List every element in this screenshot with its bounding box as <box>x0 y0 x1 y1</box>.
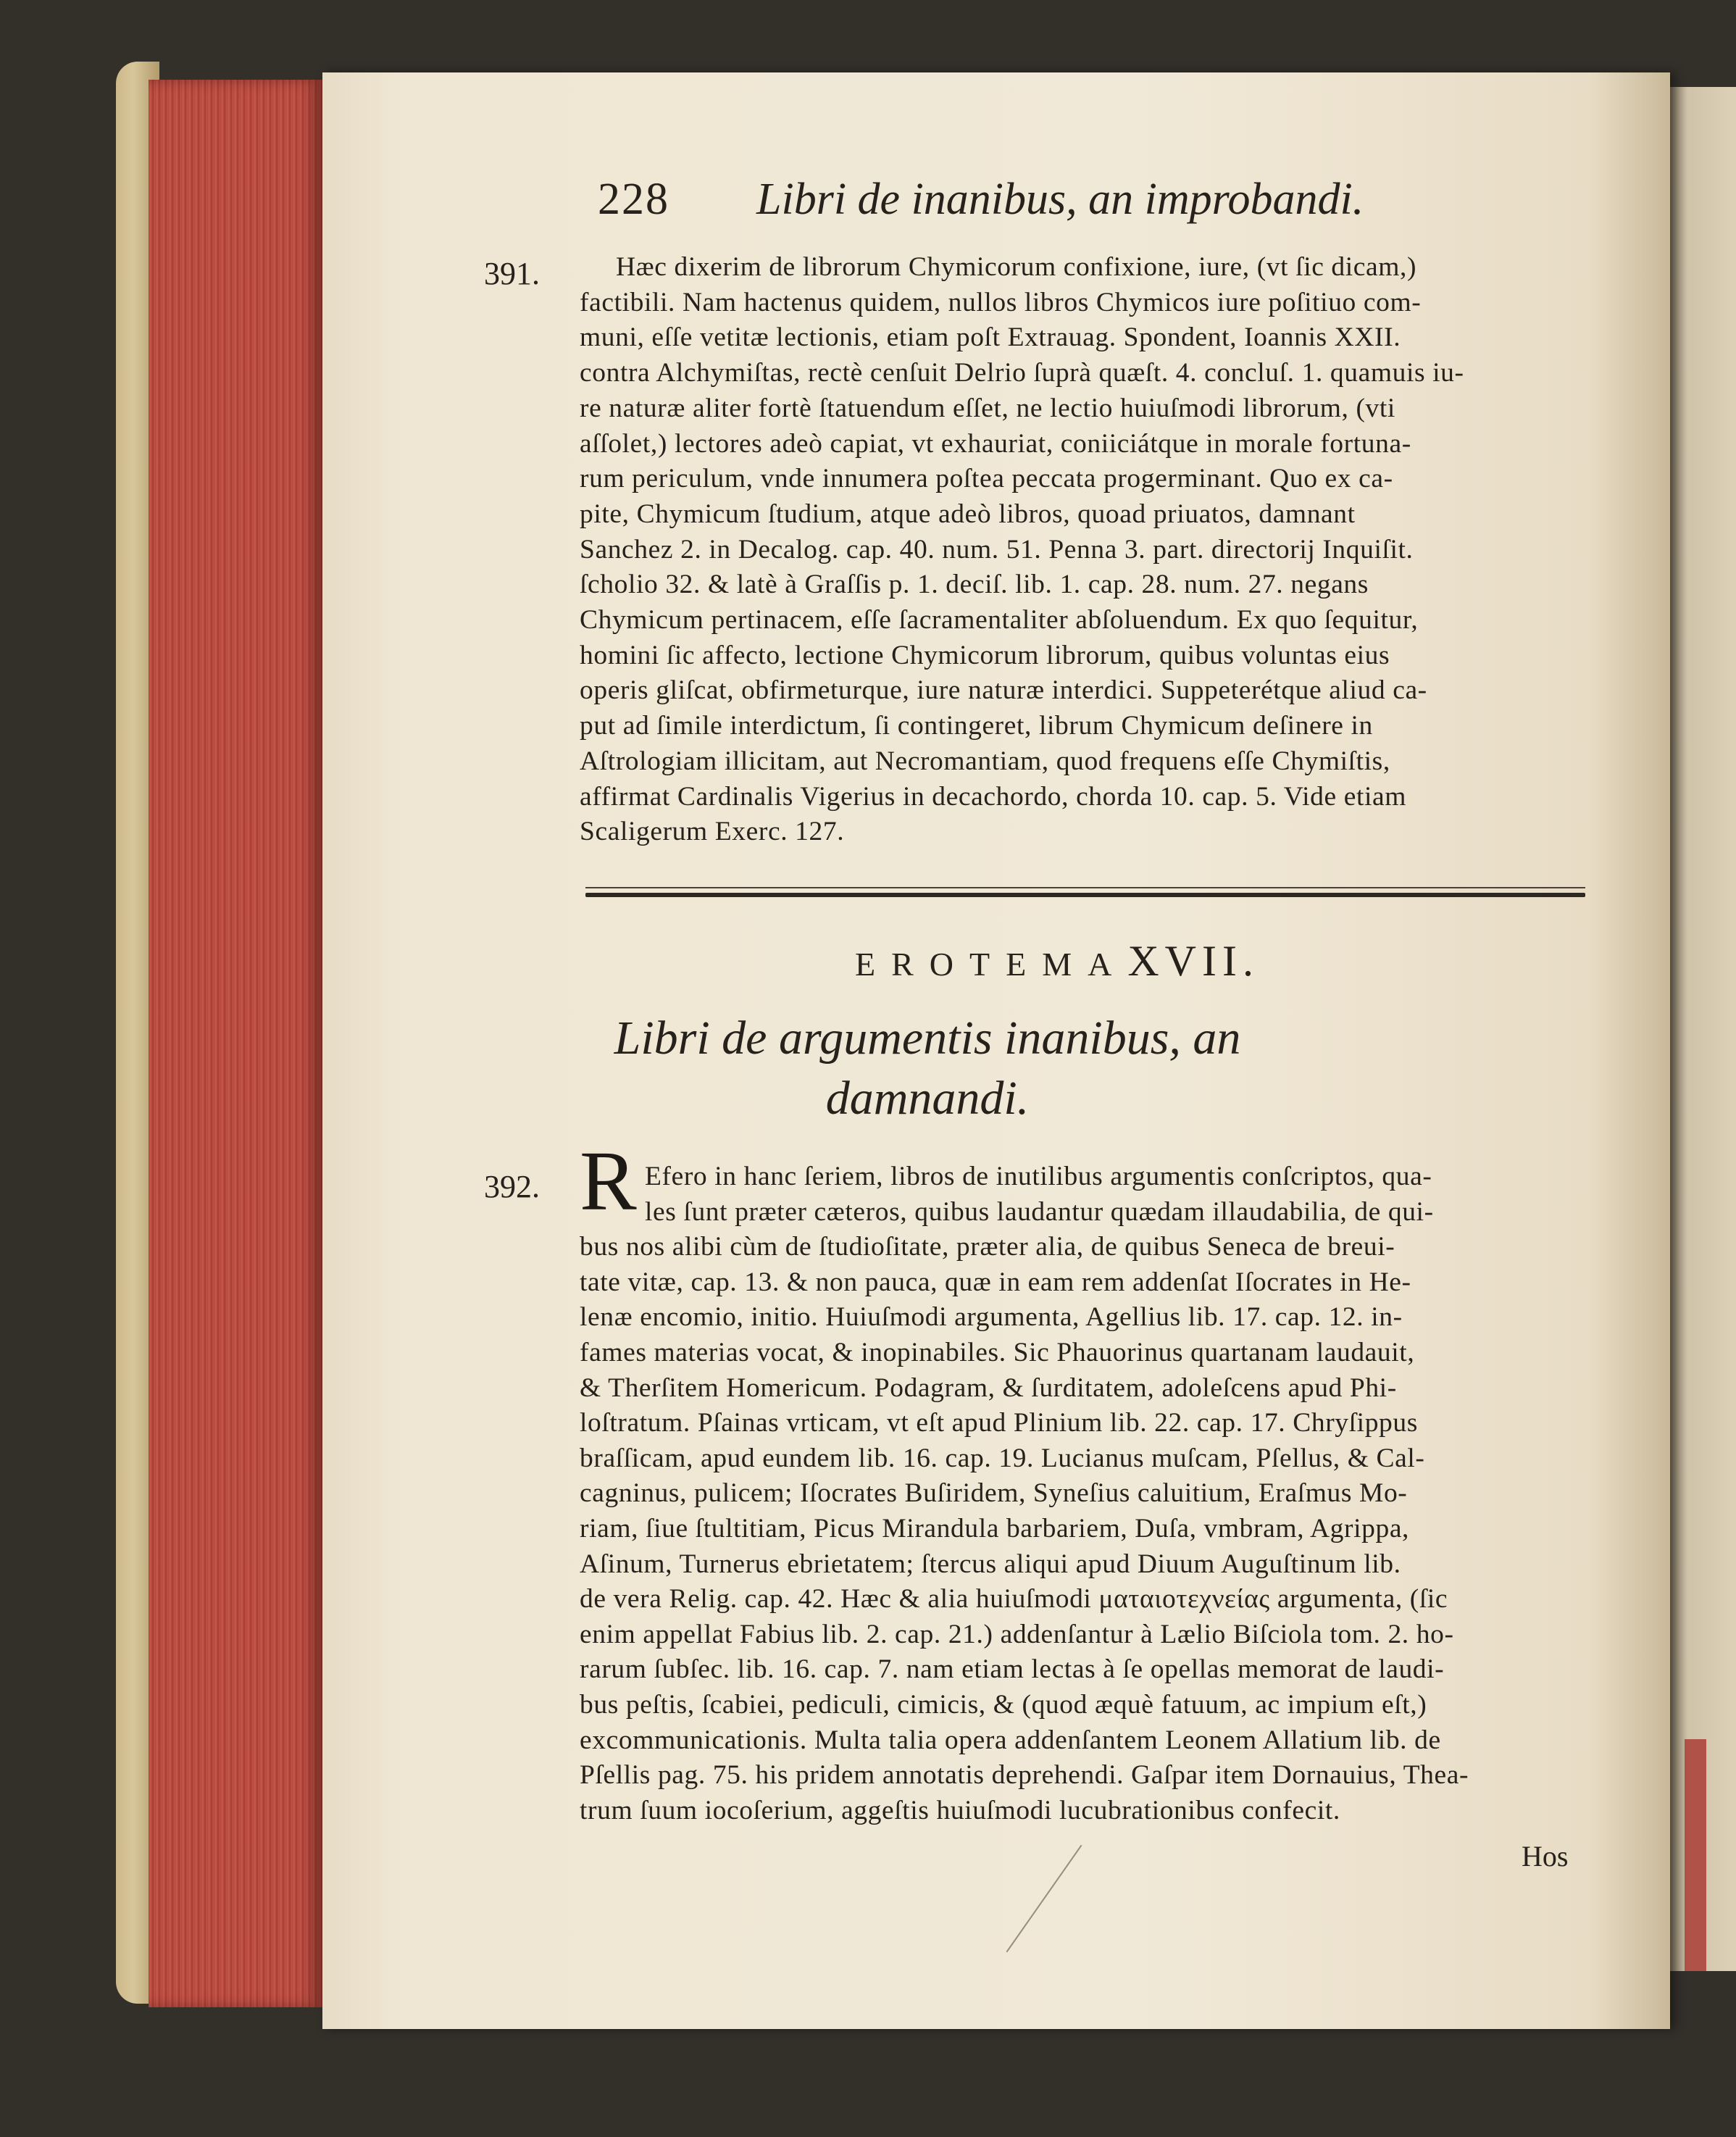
drop-initial: R <box>580 1133 637 1228</box>
text-line: Chymicum pertinacem, eſſe ſacramentaliter abſoluendum. Ex quo ſequitur, <box>580 605 1419 635</box>
text-line: affirmat Cardinalis Vigerius in decachordo, chorda 10. cap. 5. Vide etiam <box>580 781 1407 812</box>
text-line: & Therſitem Homericum. Podagram, & ſurditatem, adoleſcens apud Phi- <box>580 1372 1397 1403</box>
margin-number-391: 391. <box>484 256 540 291</box>
margin-number-392: 392. <box>484 1169 540 1204</box>
text-line: bus nos alibi cùm de ſtudioſitate, præter alia, de quibus Seneca de breui- <box>580 1232 1395 1262</box>
text-line: tate vitæ, cap. 13. & non pauca, quæ in eam rem addenſat Iſocrates in He- <box>580 1267 1411 1297</box>
facing-page-red-edge <box>1685 1739 1706 1971</box>
running-head <box>598 174 1364 225</box>
text-line: cagninus, pulicem; Iſocrates Buſiridem, Syneſius caluitium, Eraſmus Mo- <box>580 1478 1408 1509</box>
chapter-title-line-1: Libri de argumentis inanibus, an <box>614 1012 1241 1065</box>
text-line: enim appellat Fabius lib. 2. cap. 21.) addenſantur à Lælio Biſciola tom. 2. ho- <box>580 1619 1454 1649</box>
text-line: bus peſtis, ſcabiei, pediculi, cimicis, & (quod æquè fatuum, ac impium eſt,) <box>580 1690 1427 1720</box>
text-line: excommunicationis. Multa talia opera addenſantem Leonem Allatium lib. de <box>580 1725 1441 1755</box>
text-line: riam, ſiue ſtultitiam, Picus Mirandula barbariem, Duſa, vmbram, Agrippa, <box>580 1514 1410 1544</box>
section-rule <box>585 893 1585 897</box>
text-line: Efero in hanc ſeriem, libros de inutilibus argumentis conſcriptos, qua- <box>645 1162 1432 1191</box>
text-line: put ad ſimile interdictum, ſi contingeret, librum Chymicum deſinere in <box>580 711 1373 741</box>
chapter-title-line-2: damnandi. <box>825 1072 1030 1125</box>
text-line: pite, Chymicum ſtudium, atque adeò libros, quoad priuatos, damnant <box>580 499 1356 529</box>
text-line: Aſtrologiam illicitam, aut Necromantiam, quod frequens eſſe Chymiſtis, <box>580 746 1390 776</box>
section-rule-thin <box>585 887 1585 888</box>
erotema-number: XVII. <box>1127 937 1259 985</box>
text-line: Sanchez 2. in Decalog. cap. 40. num. 51. Penna 3. part. directorij Inquiſit. <box>580 534 1414 565</box>
catchword: Hos <box>1522 1840 1569 1873</box>
text-line: contra Alchymiſtas, rectè cenſuit Delrio ſuprà quæſt. 4. concluſ. 1. quamuis iu- <box>580 358 1464 388</box>
text-line: Pſellis pag. 75. his pridem annotatis deprehendi. Gaſpar item Dornauius, Thea- <box>580 1760 1469 1791</box>
text-line: loſtratum. Pſainas vrticam, vt eſt apud Plinium lib. 22. cap. 17. Chryſippus <box>580 1408 1418 1438</box>
text-line: homini ſic affecto, lectione Chymicorum librorum, quibus voluntas eius <box>580 640 1390 670</box>
text-line: de vera Relig. cap. 42. Hæc & alia huiuſmodi ματαιοτεχνείας argumenta, (ſic <box>580 1584 1448 1615</box>
text-line: factibili. Nam hactenus quidem, nullos libros Chymicos iure poſitiuo com- <box>580 287 1422 317</box>
text-line: aſſolet,) lectores adeò capiat, vt exhauriat, coniiciátque in morale fortuna- <box>580 428 1411 459</box>
text-line: Scaligerum Exerc. 127. <box>580 817 845 847</box>
text-line: Aſinum, Turnerus ebrietatem; ſtercus aliqui apud Diuum Auguſtinum lib. <box>580 1549 1401 1579</box>
page-number: 228 <box>598 175 669 224</box>
erotema-label: EROTEMA <box>855 946 1128 983</box>
erotema-heading <box>855 936 1259 986</box>
text-line: Hæc dixerim de librorum Chymicorum confixione, iure, (vt ſic dicam,) <box>616 252 1417 282</box>
text-line: ſcholio 32. & latè à Graſſis p. 1. deciſ. lib. 1. cap. 28. num. 27. negans <box>580 570 1369 600</box>
text-line: re naturæ aliter fortè ſtatuendum eſſet, ne lectio huiuſmodi librorum, (vti <box>580 393 1395 423</box>
text-line: muni, eſſe vetitæ lectionis, etiam poſt Extrauag. Spondent, Ioannis XXII. <box>580 322 1401 353</box>
text-line: braſſicam, apud eundem lib. 16. cap. 19. Lucianus muſcam, Pſellus, & Cal- <box>580 1443 1425 1473</box>
text-line: fames materias vocat, & inopinabiles. Sic Phauorinus quartanam laudauit, <box>580 1338 1415 1367</box>
text-line: rum periculum, vnde innumera poſtea peccata progerminant. Quo ex ca- <box>580 464 1393 494</box>
text-line: trum ſuum iocoſerium, aggeſtis huiuſmodi lucubrationibus confecit. <box>580 1795 1340 1825</box>
text-line: les ſunt præter cæteros, quibus laudantur quædam illaudabilia, de qui- <box>645 1196 1434 1227</box>
running-title: Libri de inanibus, an improbandi. <box>756 175 1364 224</box>
text-line: operis gliſcat, obfirmeturque, iure naturæ interdici. Suppeterétque aliud ca- <box>580 675 1427 706</box>
text-line: rarum ſubſec. lib. 16. cap. 7. nam etiam lectas à ſe opellas memorat de laudi- <box>580 1654 1445 1685</box>
text-line: lenæ encomio, initio. Huiuſmodi argumenta, Agellius lib. 17. cap. 12. in- <box>580 1302 1403 1333</box>
